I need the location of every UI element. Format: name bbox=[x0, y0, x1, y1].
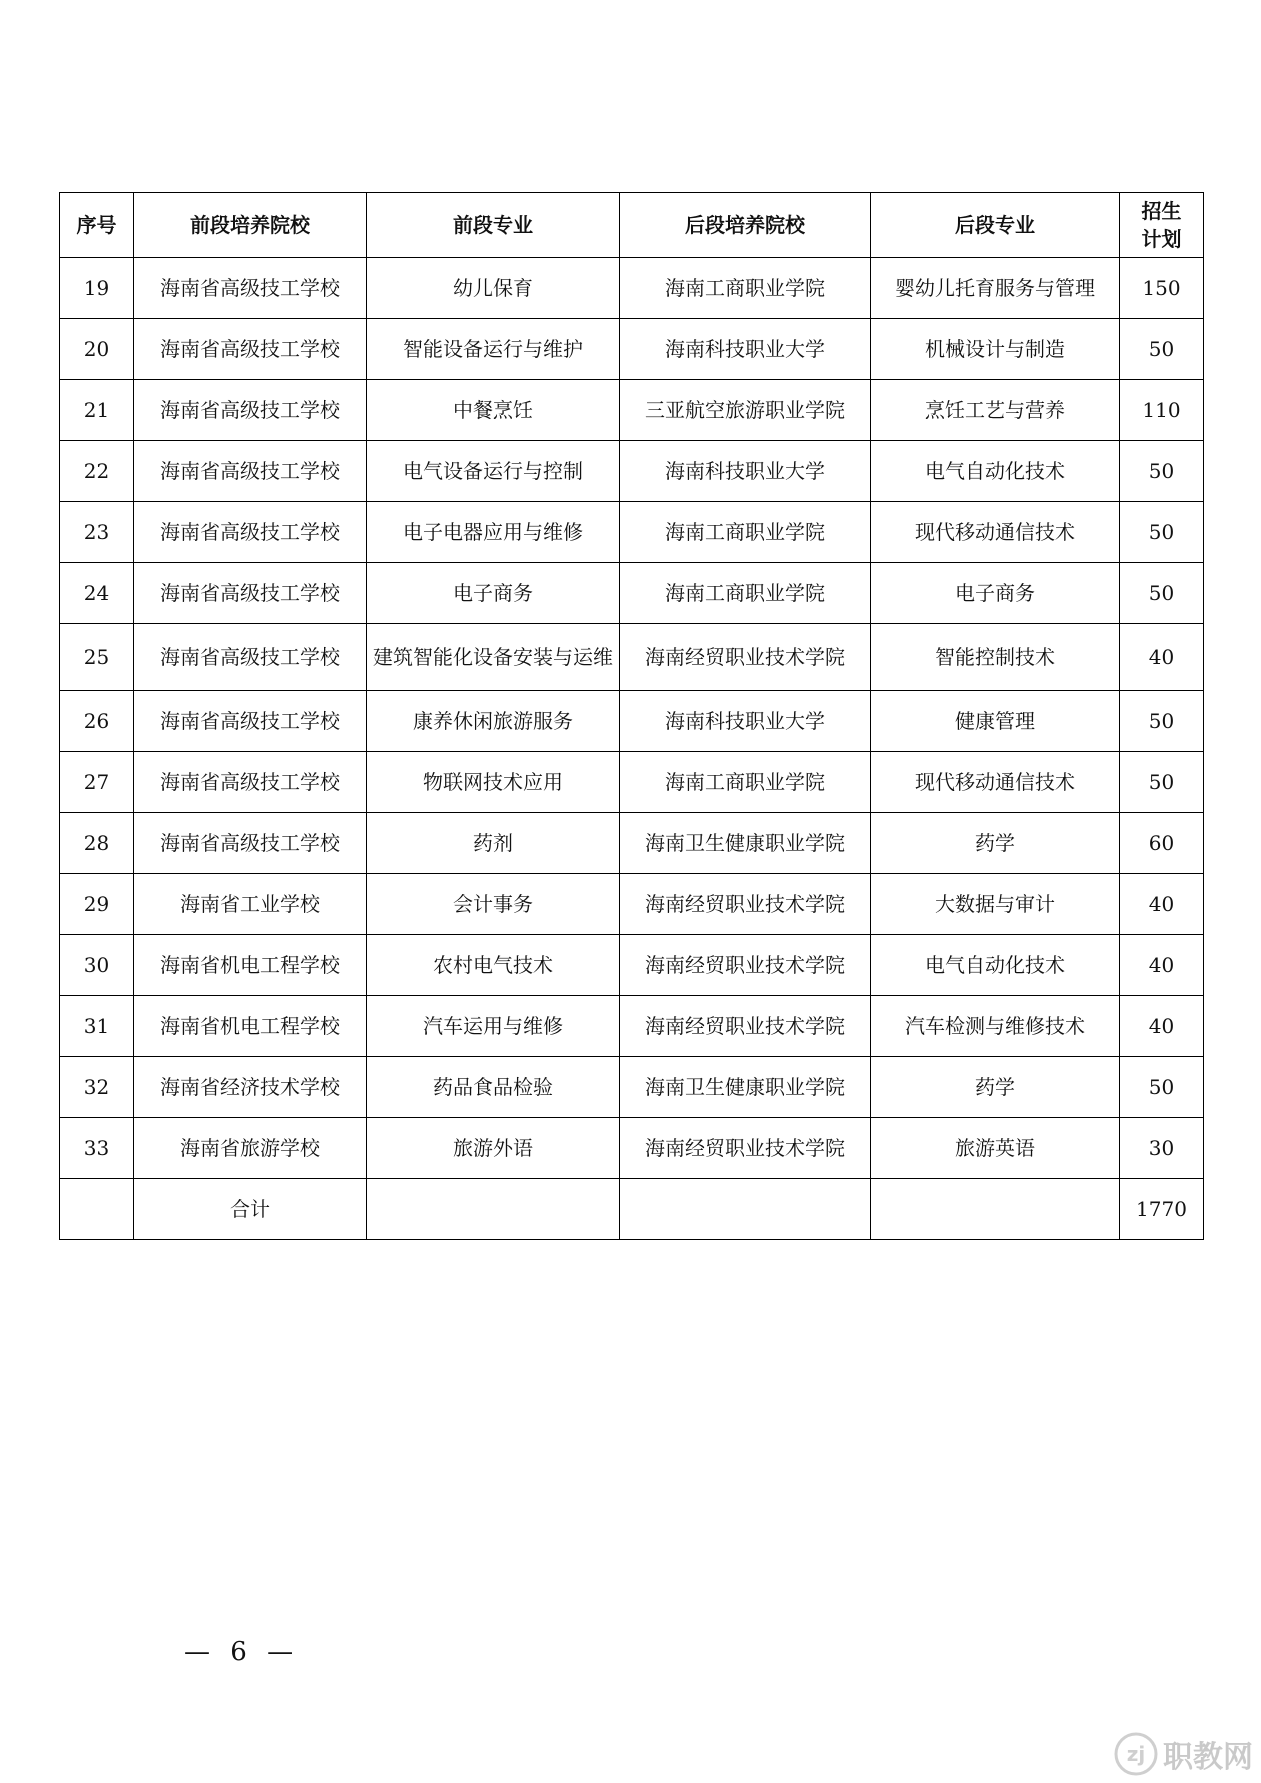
cell-index: 27 bbox=[60, 752, 134, 813]
cell-back-school: 海南卫生健康职业学院 bbox=[620, 813, 871, 874]
watermark-text: 职教网 bbox=[1163, 1740, 1253, 1775]
cell-front-major: 智能设备运行与维护 bbox=[367, 319, 620, 380]
cell-plan: 60 bbox=[1120, 813, 1204, 874]
cell-front-school: 海南省高级技工学校 bbox=[134, 441, 367, 502]
cell-plan: 110 bbox=[1120, 380, 1204, 441]
cell-back-school: 海南工商职业学院 bbox=[620, 752, 871, 813]
cell-front-school: 海南省工业学校 bbox=[134, 874, 367, 935]
cell-front-school: 海南省旅游学校 bbox=[134, 1118, 367, 1179]
cell-front-school: 海南省机电工程学校 bbox=[134, 996, 367, 1057]
cell-front-major: 药剂 bbox=[367, 813, 620, 874]
cell-plan: 40 bbox=[1120, 624, 1204, 691]
cell-plan: 40 bbox=[1120, 996, 1204, 1057]
cell-front-major: 电子电器应用与维修 bbox=[367, 502, 620, 563]
cell-total-empty bbox=[367, 1179, 620, 1240]
cell-front-school: 海南省高级技工学校 bbox=[134, 813, 367, 874]
cell-front-major: 会计事务 bbox=[367, 874, 620, 935]
cell-back-school: 海南工商职业学院 bbox=[620, 258, 871, 319]
cell-back-major: 智能控制技术 bbox=[871, 624, 1120, 691]
header-plan: 招生 计划 bbox=[1120, 193, 1204, 258]
cell-front-school: 海南省高级技工学校 bbox=[134, 563, 367, 624]
cell-index: 20 bbox=[60, 319, 134, 380]
header-index: 序号 bbox=[60, 193, 134, 258]
cell-front-major: 农村电气技术 bbox=[367, 935, 620, 996]
cell-back-major: 电气自动化技术 bbox=[871, 935, 1120, 996]
header-back-major: 后段专业 bbox=[871, 193, 1120, 258]
cell-plan: 40 bbox=[1120, 935, 1204, 996]
cell-front-major: 物联网技术应用 bbox=[367, 752, 620, 813]
cell-total-empty bbox=[60, 1179, 134, 1240]
header-front-major: 前段专业 bbox=[367, 193, 620, 258]
cell-plan: 40 bbox=[1120, 874, 1204, 935]
table-header-row bbox=[60, 193, 1204, 258]
cell-front-school: 海南省高级技工学校 bbox=[134, 624, 367, 691]
cell-back-school: 海南卫生健康职业学院 bbox=[620, 1057, 871, 1118]
cell-plan: 50 bbox=[1120, 691, 1204, 752]
svg-text:zj: zj bbox=[1126, 1742, 1146, 1766]
cell-total-label: 合计 bbox=[134, 1179, 367, 1240]
cell-back-school: 海南科技职业大学 bbox=[620, 319, 871, 380]
table-row bbox=[60, 624, 1204, 691]
cell-plan: 150 bbox=[1120, 258, 1204, 319]
cell-index: 25 bbox=[60, 624, 134, 691]
table-row bbox=[60, 258, 1204, 319]
cell-back-school: 海南经贸职业技术学院 bbox=[620, 996, 871, 1057]
cell-index: 26 bbox=[60, 691, 134, 752]
cell-back-school: 海南经贸职业技术学院 bbox=[620, 874, 871, 935]
table-row bbox=[60, 380, 1204, 441]
table-row bbox=[60, 813, 1204, 874]
table-row bbox=[60, 502, 1204, 563]
enrollment-table-container bbox=[59, 192, 1203, 1240]
table-row bbox=[60, 691, 1204, 752]
cell-back-major: 现代移动通信技术 bbox=[871, 752, 1120, 813]
cell-index: 24 bbox=[60, 563, 134, 624]
cell-index: 28 bbox=[60, 813, 134, 874]
table-row bbox=[60, 752, 1204, 813]
page-number: — 6 — bbox=[184, 1637, 300, 1667]
cell-total-empty bbox=[871, 1179, 1120, 1240]
header-front-school: 前段培养院校 bbox=[134, 193, 367, 258]
cell-back-school: 海南科技职业大学 bbox=[620, 691, 871, 752]
cell-front-school: 海南省高级技工学校 bbox=[134, 258, 367, 319]
cell-front-major: 建筑智能化设备安装与运维 bbox=[367, 624, 620, 691]
cell-back-major: 汽车检测与维修技术 bbox=[871, 996, 1120, 1057]
cell-back-major: 药学 bbox=[871, 813, 1120, 874]
cell-index: 33 bbox=[60, 1118, 134, 1179]
cell-front-major: 药品食品检验 bbox=[367, 1057, 620, 1118]
cell-back-major: 大数据与审计 bbox=[871, 874, 1120, 935]
cell-back-school: 海南经贸职业技术学院 bbox=[620, 624, 871, 691]
cell-front-school: 海南省高级技工学校 bbox=[134, 319, 367, 380]
cell-front-school: 海南省高级技工学校 bbox=[134, 502, 367, 563]
cell-index: 21 bbox=[60, 380, 134, 441]
table-row bbox=[60, 563, 1204, 624]
cell-front-major: 电子商务 bbox=[367, 563, 620, 624]
cell-back-major: 机械设计与制造 bbox=[871, 319, 1120, 380]
cell-front-school: 海南省经济技术学校 bbox=[134, 1057, 367, 1118]
cell-index: 32 bbox=[60, 1057, 134, 1118]
cell-plan: 50 bbox=[1120, 502, 1204, 563]
cell-index: 29 bbox=[60, 874, 134, 935]
cell-front-school: 海南省高级技工学校 bbox=[134, 752, 367, 813]
cell-front-school: 海南省机电工程学校 bbox=[134, 935, 367, 996]
cell-plan: 30 bbox=[1120, 1118, 1204, 1179]
table-row bbox=[60, 996, 1204, 1057]
zj-logo-icon bbox=[1113, 1731, 1159, 1777]
cell-plan: 50 bbox=[1120, 441, 1204, 502]
cell-front-major: 康养休闲旅游服务 bbox=[367, 691, 620, 752]
cell-front-major: 旅游外语 bbox=[367, 1118, 620, 1179]
table-row bbox=[60, 1118, 1204, 1179]
cell-back-major: 药学 bbox=[871, 1057, 1120, 1118]
cell-index: 22 bbox=[60, 441, 134, 502]
cell-front-major: 幼儿保育 bbox=[367, 258, 620, 319]
table-row bbox=[60, 874, 1204, 935]
cell-back-major: 旅游英语 bbox=[871, 1118, 1120, 1179]
table-row bbox=[60, 1057, 1204, 1118]
cell-front-major: 中餐烹饪 bbox=[367, 380, 620, 441]
cell-back-school: 海南经贸职业技术学院 bbox=[620, 935, 871, 996]
cell-plan: 50 bbox=[1120, 319, 1204, 380]
cell-index: 23 bbox=[60, 502, 134, 563]
cell-back-major: 现代移动通信技术 bbox=[871, 502, 1120, 563]
cell-back-major: 婴幼儿托育服务与管理 bbox=[871, 258, 1120, 319]
cell-total-empty bbox=[620, 1179, 871, 1240]
cell-back-school: 海南经贸职业技术学院 bbox=[620, 1118, 871, 1179]
cell-plan: 50 bbox=[1120, 1057, 1204, 1118]
table-total-row bbox=[60, 1179, 1204, 1240]
watermark-logo bbox=[1113, 1731, 1253, 1777]
cell-back-major: 电子商务 bbox=[871, 563, 1120, 624]
cell-index: 30 bbox=[60, 935, 134, 996]
cell-total-value: 1770 bbox=[1120, 1179, 1204, 1240]
cell-back-school: 三亚航空旅游职业学院 bbox=[620, 380, 871, 441]
cell-index: 31 bbox=[60, 996, 134, 1057]
table-row bbox=[60, 319, 1204, 380]
cell-back-school: 海南工商职业学院 bbox=[620, 502, 871, 563]
cell-back-school: 海南科技职业大学 bbox=[620, 441, 871, 502]
cell-front-school: 海南省高级技工学校 bbox=[134, 380, 367, 441]
table-row bbox=[60, 441, 1204, 502]
cell-front-major: 汽车运用与维修 bbox=[367, 996, 620, 1057]
cell-back-major: 健康管理 bbox=[871, 691, 1120, 752]
header-back-school: 后段培养院校 bbox=[620, 193, 871, 258]
cell-back-major: 电气自动化技术 bbox=[871, 441, 1120, 502]
enrollment-table bbox=[59, 192, 1204, 1240]
cell-back-major: 烹饪工艺与营养 bbox=[871, 380, 1120, 441]
table-body bbox=[60, 258, 1204, 1240]
cell-front-major: 电气设备运行与控制 bbox=[367, 441, 620, 502]
cell-back-school: 海南工商职业学院 bbox=[620, 563, 871, 624]
cell-plan: 50 bbox=[1120, 752, 1204, 813]
cell-plan: 50 bbox=[1120, 563, 1204, 624]
cell-index: 19 bbox=[60, 258, 134, 319]
table-row bbox=[60, 935, 1204, 996]
cell-front-school: 海南省高级技工学校 bbox=[134, 691, 367, 752]
